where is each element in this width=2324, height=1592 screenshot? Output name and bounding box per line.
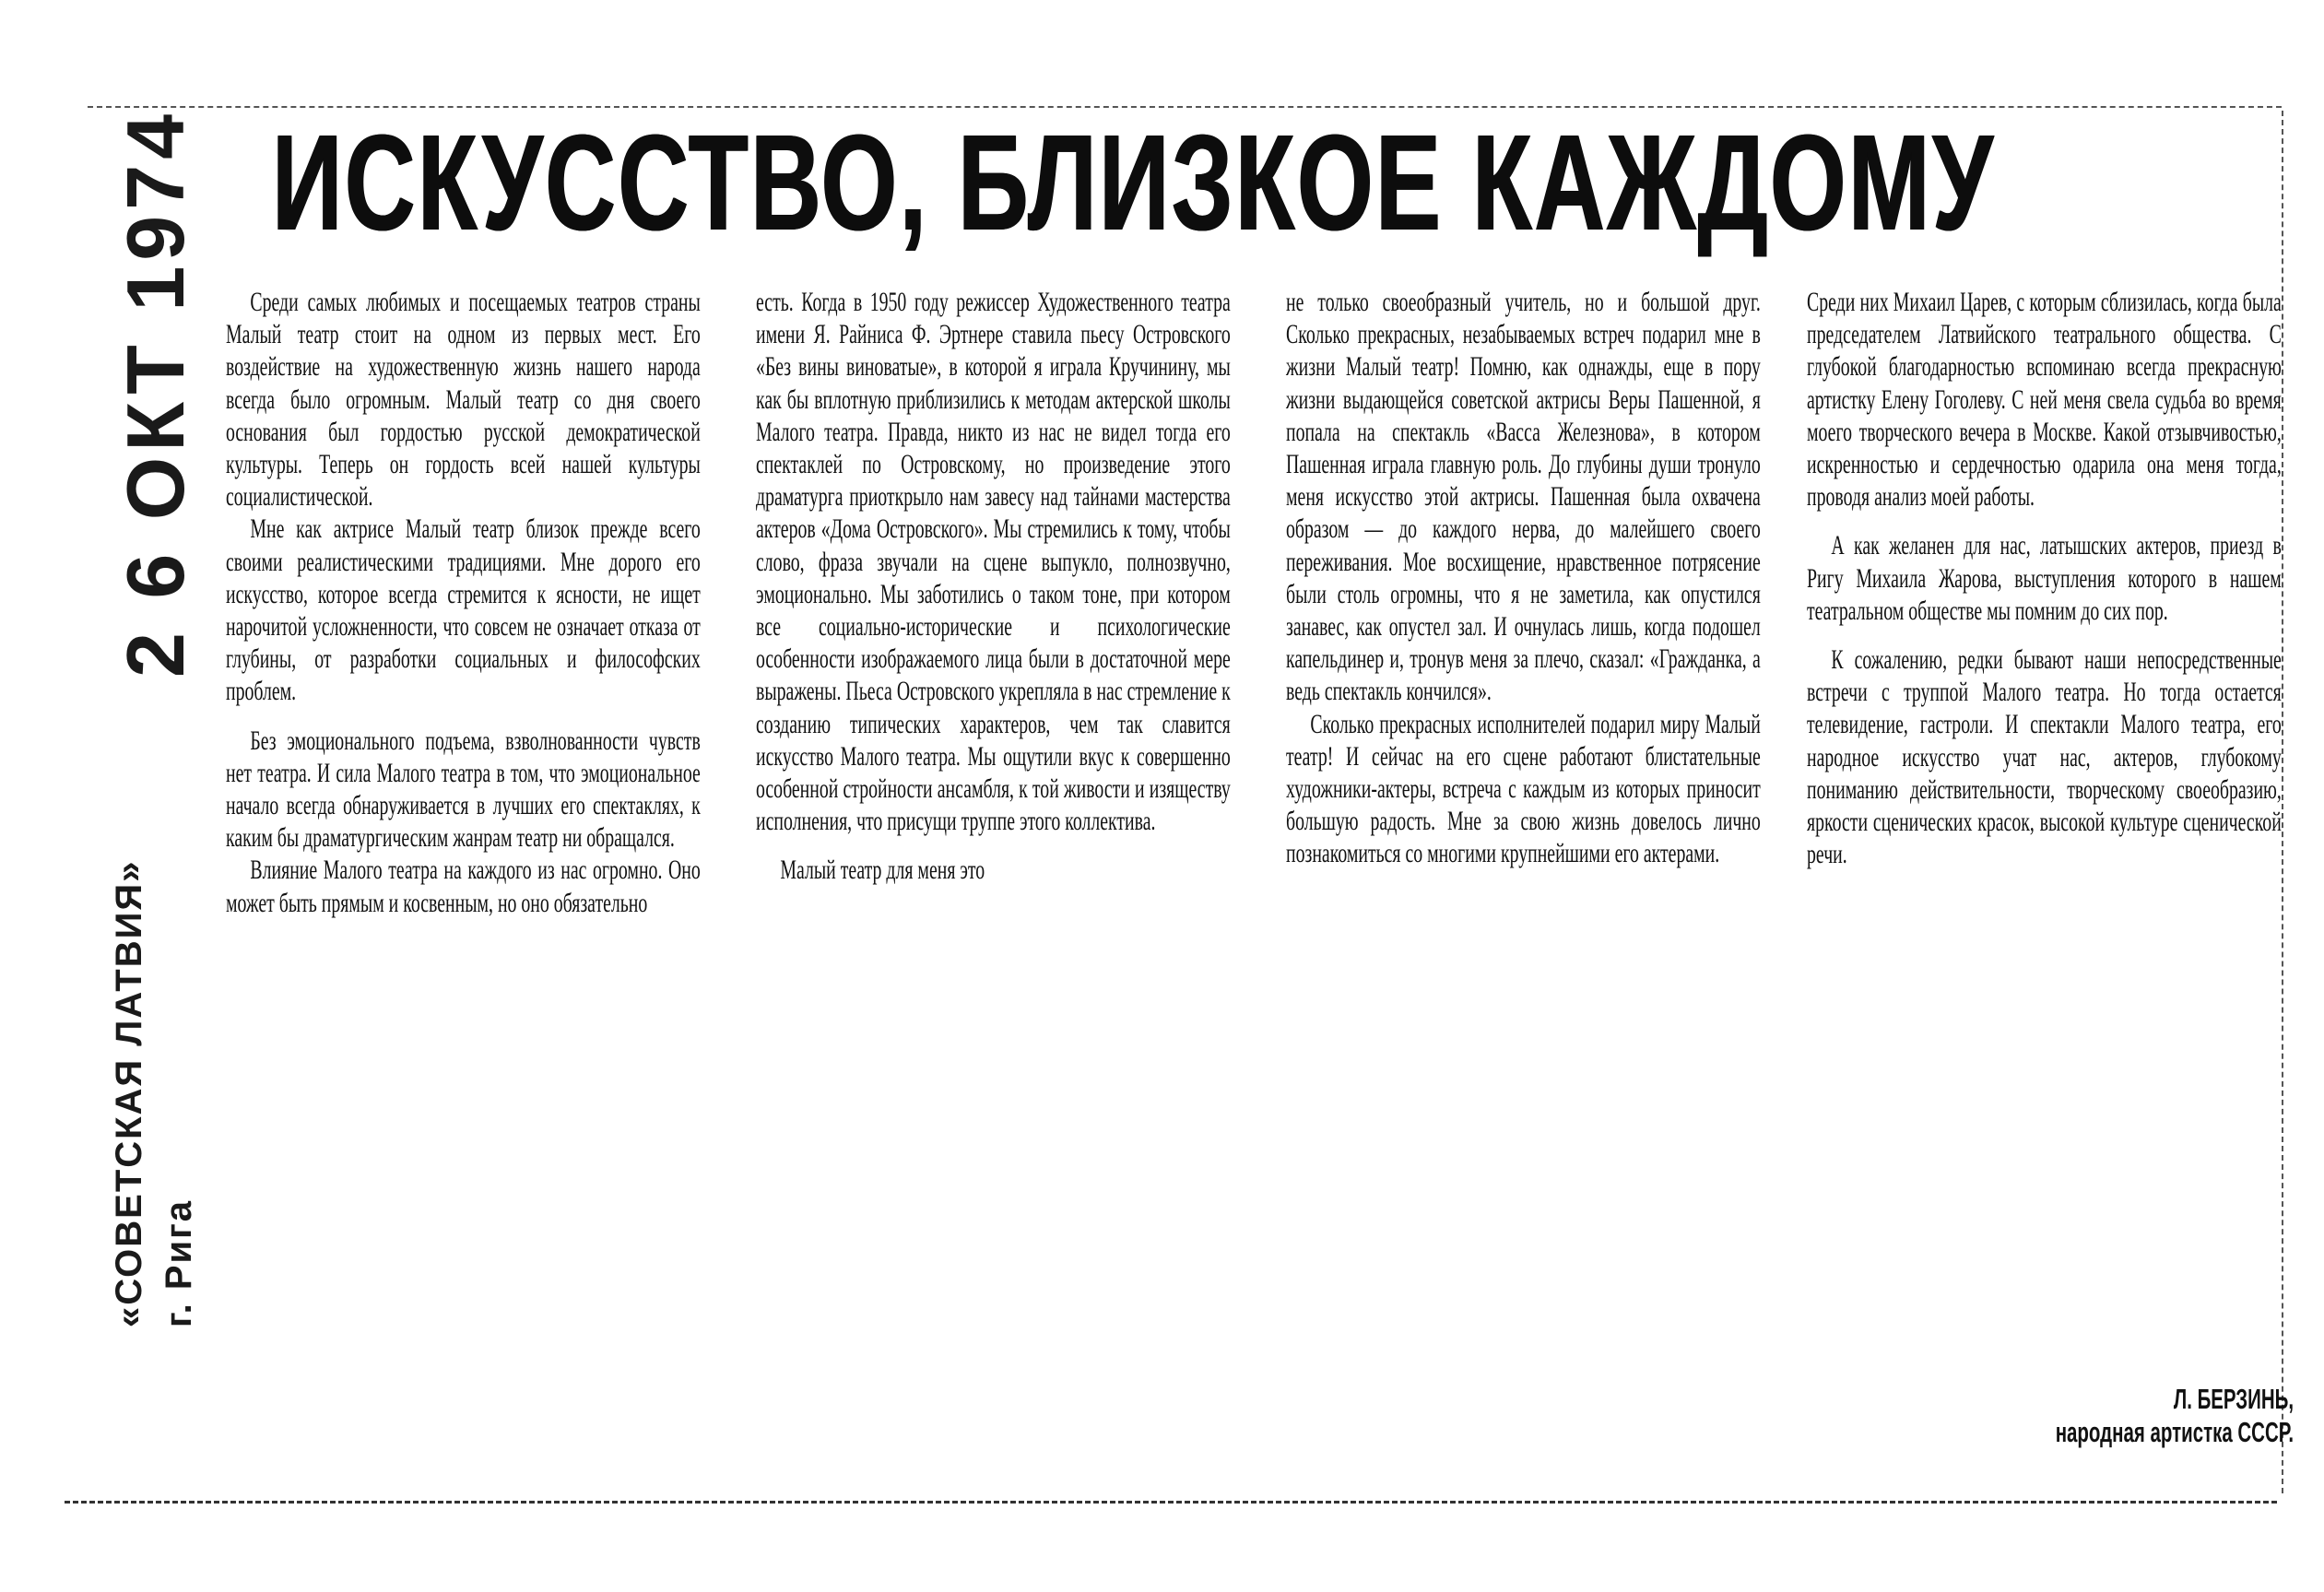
column-paragraph: не только своеобразный учитель, но и большой друг. Сколько прекрасных, незабываемых встреч подарил мне в жизни Малый театр! Помню, как однажды, еще в пору жизни выдающейся советской актрисы Веры Пашенной, я попала на спектакль «Васса Железнова», в котором Пашенная играла главную роль. До глубины души тронуло меня искусство этой актрисы. Пашенная была охвачена образом — до каждого нерва, до малейшего своего переживания. Мое восхищение, нравственное потрясение были столь огромны, что я не заметила, как опустился занавес, как опустел зал. И очнулась лишь, когда подошел капельдинер и, тронув меня за плечо, сказал: «Гражданка, а ведь спектакль кончился». [1286, 287, 1761, 707]
source-newspaper: «СОВЕТСКАЯ ЛАТВИЯ» [109, 859, 149, 1327]
column-paragraph: Без эмоционального подъема, взволнованности чувств нет театра. И сила Малого театра в том, что эмоциональное начало всегда обнаруживается в лучших его спектаклях, к каким бы драматургическим жанрам театр ни обращался. [226, 725, 701, 854]
article-headline: ИСКУССТВО, БЛИЗКОЕ КАЖДОМУ [272, 107, 1996, 259]
column-paragraph: Мне как актрисе Малый театр близок прежде всего своими реалистическими традициями. Мне дорого его искусство, которое всегда стремится к ясности, не ищет нарочитой усложненности, что совсем не означает отказа от глубины, от разработки социальных и философских проблем. [226, 513, 701, 707]
column-paragraph: есть. Когда в 1950 году режиссер Художественного театра имени Я. Райниса Ф. Эртнере ставила пьесу Островского «Без вины виноватые», в которой я играла Кручинину, мы как бы вплотную приблизились к методам актерской школы Малого театра. Правда, никто из нас не видел тогда его спектаклей по Островскому, но произведение этого драматурга приоткрыло нам завесу над тайнами мастерства актеров «Дома Островского». Мы стремились к тому, чтобы слово, фраза звучали на сцене выпукло, полнозвучно, эмоционально. Мы заботились о таком тоне, при котором все социально-исторические и психологические особенности изображаемого лица были в достаточной мере выражены. Пьеса Островского укрепляла в нас стремление к созданию типических характеров, чем так славится искусство Малого театра. Мы ощутили вкус к совершенно особенной стройности ансамбля, к той живости и изяществу исполнения, что присущи труппе этого коллектива. [756, 287, 1231, 837]
article-column-4 [1807, 286, 2282, 870]
author-title: народная артистка СССР. [2055, 1416, 2294, 1448]
author-name: Л. БЕРЗИНЬ, [2173, 1383, 2294, 1415]
article-column-2 [756, 286, 1231, 887]
column-paragraph: К сожалению, редки бывают наши непосредственные встречи с труппой Малого театра. Но тогда остается телевидение, гастроли. И спектакли Малого театра, его народное искусство учат нас, актеров, глубокому пониманию действительности, творческому своеобразию, яркости сценических красок, высокой культуре сценической речи. [1807, 644, 2282, 870]
article-column-1 [226, 286, 701, 919]
column-paragraph: Малый театр для меня это [780, 855, 985, 886]
date-stamp: 2 6 ОКТ 1974 [110, 108, 201, 678]
column-paragraph: А как желанен для нас, латышских актеров, приезд в Ригу Михаила Жарова, выступления которого в нашем театральном обществе мы помним до сих пор. [1807, 530, 2282, 626]
source-city: г. Рига [159, 1198, 199, 1327]
clipping-right-edge [2282, 111, 2283, 1493]
column-paragraph: Среди самых любимых и посещаемых театров страны Малый театр стоит на одном из первых мест. Его воздействие на художественную жизнь нашего народа всегда было огромным. Малый театр со дня своего основания был гордостью русской демократической культуры. Теперь он гордость всей нашей культуры социалистической. [226, 287, 701, 513]
author-signature [1807, 1383, 2294, 1449]
column-paragraph: Среди них Михаил Царев, с которым сблизилась, когда была председателем Латвийского театрального общества. С глубокой благодарностью вспоминаю всегда прекрасную артистку Елену Гоголеву. С ней меня свела судьба во время моего творческого вечера в Москве. Какой отзывчивостью, искренностью и сердечностью одарила она меня тогда, проводя анализ моей работы. [1807, 287, 2282, 513]
column-paragraph: Сколько прекрасных исполнителей подарил миру Малый театр! И сейчас на его сцене работают блистательные художники-актеры, встреча с каждым из которых приносит большую радость. Мне за свою жизнь довелось лично познакомиться со многими крупнейшими его актерами. [1286, 708, 1761, 869]
article-column-3 [1286, 286, 1761, 870]
column-paragraph: Влияние Малого театра на каждого из нас огромно. Оно может быть прямым и косвенным, но оно обязательно [226, 855, 701, 918]
clipping-bottom-edge [65, 1501, 2277, 1504]
